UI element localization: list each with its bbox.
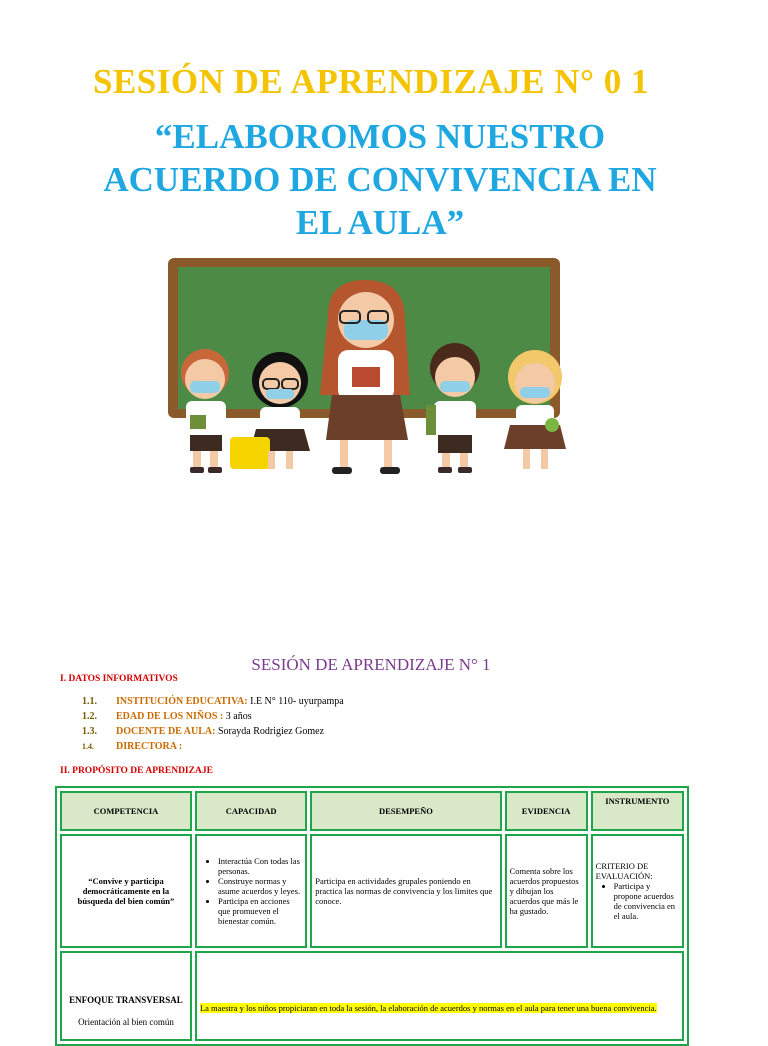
list-item: • Construye normas y asume acuerdos y leyes. <box>218 876 302 896</box>
desempeno-cell: Participa en actividades grupales poniendo en practica las normas de convivencia y los limites que conoce. <box>310 834 501 948</box>
criterio-label: CRITERIO DE EVALUACIÓN: <box>595 861 653 881</box>
table-row <box>60 834 684 948</box>
header-evidencia: EVIDENCIA <box>505 791 588 831</box>
competencia-cell: “Convive y participa democráticamente en la búsqueda del bien común” <box>60 834 192 948</box>
info-key: INSTITUCIÓN EDUCATIVA: <box>116 696 248 707</box>
info-key: EDAD DE LOS NIÑOS : <box>116 711 226 722</box>
enfoque-value: Orientación al bien común <box>78 1017 174 1027</box>
info-key: DIRECTORA : <box>116 741 183 752</box>
header-desempeno: DESEMPEÑO <box>310 791 501 831</box>
info-number: 1.1. <box>82 696 97 707</box>
subtitle-line: ACUERDO DE CONVIVENCIA EN <box>103 160 657 199</box>
session-title: SESIÓN DE APRENDIZAJE N° 1 <box>251 655 491 674</box>
enfoque-label: ENFOQUE TRANSVERSAL <box>69 995 183 1005</box>
subtitle-line: EL AULA” <box>295 203 465 242</box>
info-number: 1.2. <box>82 711 97 722</box>
table-header-row <box>60 791 684 831</box>
subtitle-line: “ELABOROMOS NUESTRO <box>154 117 606 156</box>
header-capacidad: CAPACIDAD <box>195 791 307 831</box>
section-heading-datos: I. DATOS INFORMATIVOS <box>60 674 178 684</box>
info-key: DOCENTE DE AULA: <box>116 726 216 737</box>
info-row <box>82 711 252 722</box>
learning-table <box>55 786 689 1046</box>
teacher-figure <box>320 280 410 474</box>
child-figure-1 <box>181 349 229 473</box>
header-competencia: COMPETENCIA <box>60 791 192 831</box>
enfoque-text-cell <box>195 951 684 1041</box>
table-row <box>60 951 684 1041</box>
cover-subtitle <box>60 115 700 244</box>
header-instrumento: INSTRUMENTO <box>591 791 684 831</box>
capacidad-cell <box>195 834 307 948</box>
child-figure-3 <box>426 343 480 473</box>
instrumento-cell <box>591 834 684 948</box>
info-value: I.E N° 110- uyurpampa <box>247 696 344 707</box>
section-heading-proposito: II. PROPÓSITO DE APRENDIZAJE <box>60 766 213 776</box>
info-row <box>82 726 324 737</box>
info-value: 3 años <box>225 711 252 722</box>
enfoque-text: La maestra y los niños propiciaran en toda la sesión, la elaboración de acuerdos y normas en el aula para tener una buena convivencia. <box>199 1003 657 1013</box>
list-item: • Participa en acciones que promueven el bienestar común. <box>218 896 302 926</box>
enfoque-cell <box>60 951 192 1041</box>
list-item: • Participa y propone acuerdos de convivencia en el aula. <box>614 881 679 921</box>
cover-title: SESIÓN DE APRENDIZAJE N° 0 1 <box>92 62 650 101</box>
info-row <box>82 741 182 752</box>
evidencia-cell: Comenta sobre los acuerdos propuestos y dibujan los acuerdos que más le ha gustado. <box>505 834 588 948</box>
info-number: 1.4. <box>82 742 94 751</box>
list-item: • Interactúa Con todas las personas. <box>218 856 302 876</box>
info-row <box>82 696 344 707</box>
info-value: Sorayda Rodrigiez Gomez <box>215 726 325 737</box>
info-number: 1.3. <box>82 726 97 737</box>
classroom-illustration <box>160 255 590 480</box>
